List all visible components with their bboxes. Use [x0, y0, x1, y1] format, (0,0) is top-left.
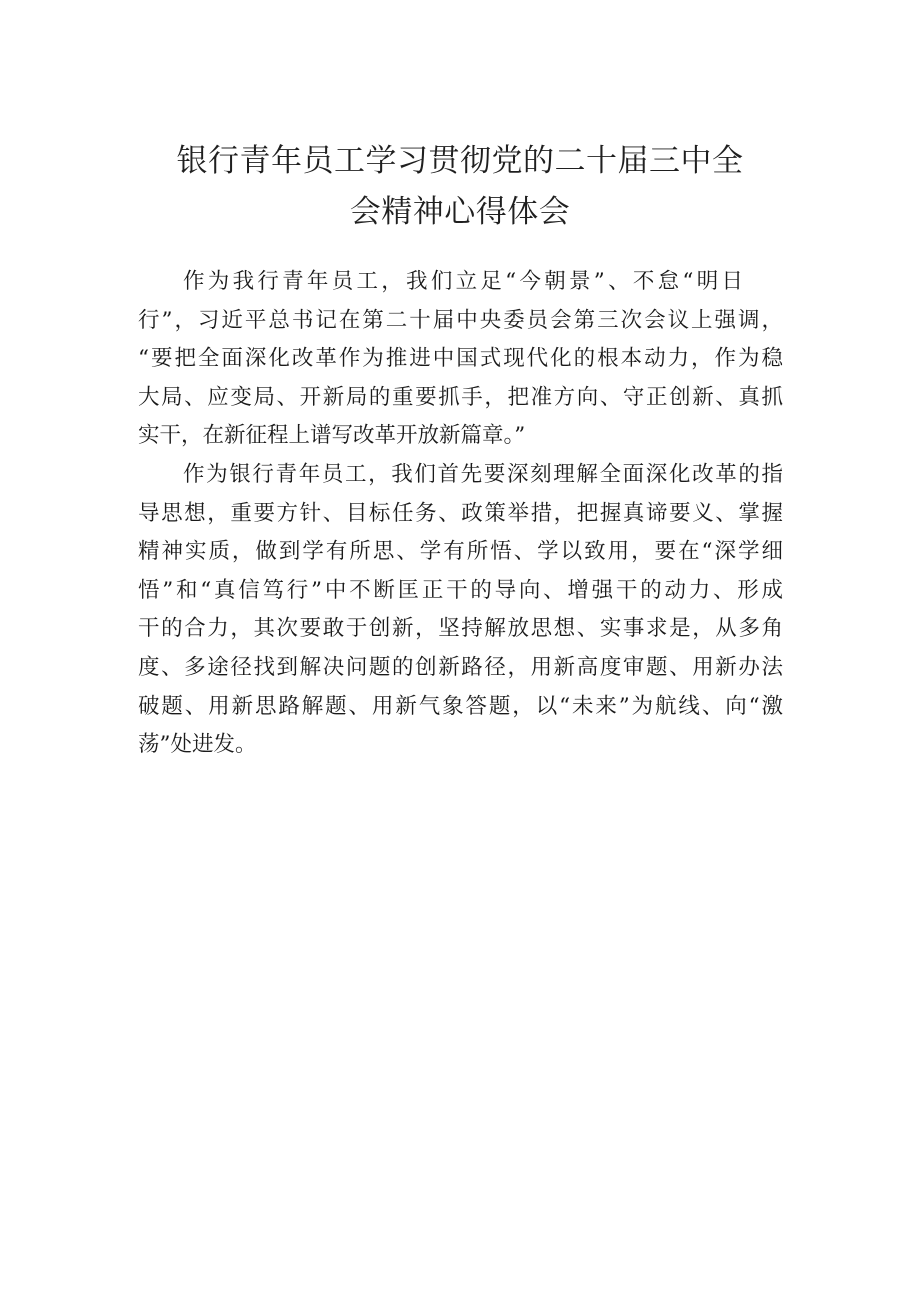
paragraph-line: “要把全面深化改革作为推进中国式现代化的根本动力，作为稳	[138, 346, 783, 372]
paragraph-line: 破题、用新思路解题、用新气象答题，以“未来”为航线、向“激	[138, 693, 783, 719]
paragraph-line: 荡”处进发。	[138, 732, 257, 758]
paragraph-1	[138, 263, 783, 456]
paragraph-line: 作为银行青年员工，我们首先要深刻理解全面深化改革的指	[183, 461, 783, 487]
paragraph-line: 导思想，重要方针、目标任务、政策举措，把握真谛要义、掌握	[138, 500, 783, 526]
paragraph-line: 大局、应变局、开新局的重要抓手，把准方向、守正创新、真抓	[138, 384, 783, 410]
paragraph-line: 悟”和“真信笃行”中不断匡正干的导向、增强干的动力、形成	[138, 577, 783, 603]
document-body	[138, 263, 783, 765]
title-line: 会精神心得体会	[349, 194, 571, 230]
title-line: 银行青年员工学习贯彻党的二十届三中全	[176, 143, 744, 179]
paragraph-2	[138, 456, 783, 765]
paragraph-line: 作为我行青年员工，我们立足“今朝景”、不怠“明日	[183, 269, 743, 294]
paragraph-line: 精神实质，做到学有所思、学有所悟、学以致用，要在“深学细	[138, 539, 783, 565]
paragraph-line: 度、多途径找到解决问题的创新路径，用新高度审题、用新办法	[138, 654, 783, 680]
document-title	[140, 136, 780, 238]
paragraph-line: 干的合力，其次要敢于创新，坚持解放思想、实事求是，从多角	[138, 616, 783, 642]
paragraph-line: 行”，习近平总书记在第二十届中央委员会第三次会议上强调，	[138, 307, 783, 333]
paragraph-line: 实干，在新征程上谱写改革开放新篇章。”	[138, 423, 526, 449]
